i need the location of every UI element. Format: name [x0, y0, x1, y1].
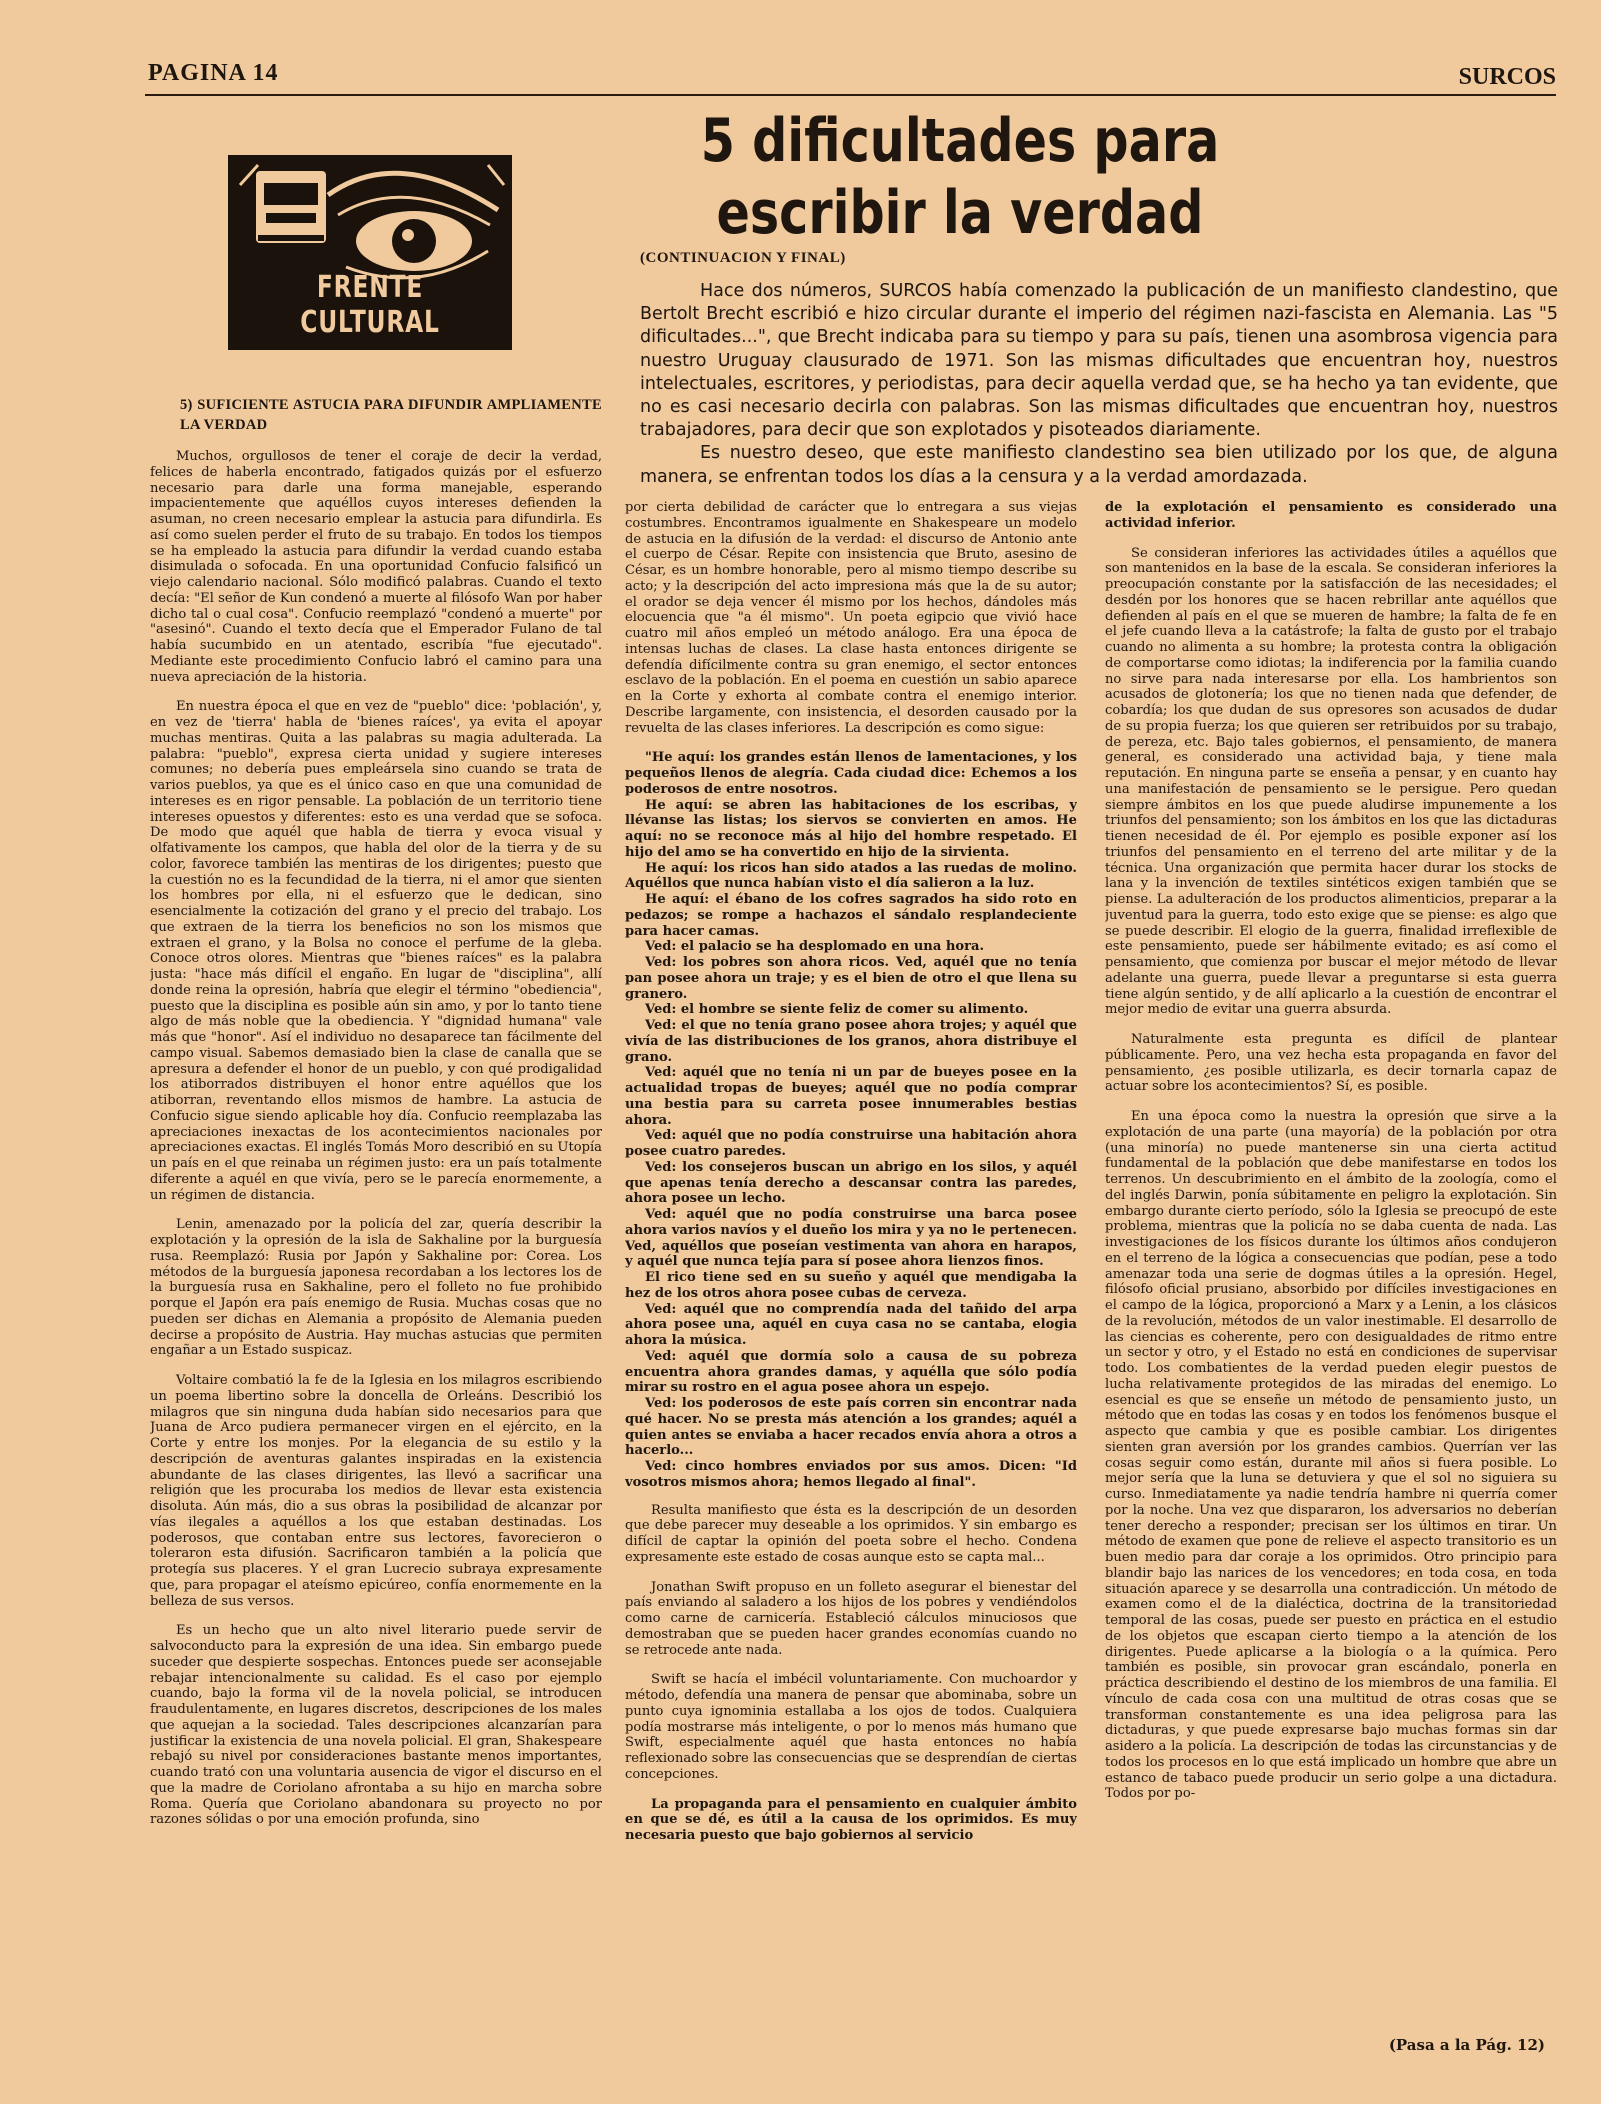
poem-stanza: Ved: aquél que no comprendía nada del tañido del arpa ahora posee una, aquél en cuya casa no se cantaba, elogia ahora la música. — [625, 1301, 1077, 1348]
poem-stanza: Ved: los consejeros buscan un abrigo en los silos, y aquél que apenas tenía derecho a descansar contra las paredes, ahora posee un lecho. — [625, 1159, 1077, 1207]
poem-stanza: Ved: los poderosos de este país corren sin encontrar nada qué hacer. No se presta más atención a los grandes; aquél a quien antes se enviaba a hacer recados envía ahora a otros a hacerlo... — [625, 1396, 1077, 1459]
poem-stanza: Ved: los pobres son ahora ricos. Ved, aquél que no tenía pan posee ahora un traje; y es el bien de otro el que llena su granero. — [625, 955, 1077, 1002]
poem-stanza: El rico tiene sed en su sueño y aquél que mendigaba la hez de los otros ahora posee cubas de cerveza. — [625, 1270, 1077, 1301]
header-rule — [145, 94, 1556, 96]
poem-stanza: Ved: cinco hombres enviados por sus amos. Dicen: "Id vosotros mismos ahora; hemos llegado al final". — [625, 1459, 1077, 1490]
logo-label: FRENTE CULTURAL — [300, 270, 440, 340]
poem-stanza: Ved: el palacio se ha desplomado en una hora. — [645, 939, 985, 955]
headline: 5 dificultades para escribir la verdad — [700, 106, 1220, 248]
poem-stanza: Ved: aquél que no tenía ni un par de bueyes posee en la actualidad tropas de bueyes; aquél que no podía comprar una bestia para su carreta posee innumerables bestias ahora. — [625, 1065, 1077, 1128]
column-2 — [625, 500, 1077, 2055]
body-paragraph: Swift se hacía el imbécil voluntariamente. Con muchoardor y método, defendía una manera de pensar que abominaba, sobre un punto cuya ignominia estallaba a los ojos de todos. Cualquiera podía mostrarse más inteligente, o por lo menos más humano que Swift, especialmente aquél que hasta entonces no había reflexionado sobre las consecuencias que se desprendían de ciertas concepciones. — [625, 1672, 1077, 1782]
poem-stanza: He aquí: los ricos han sido atados a las ruedas de molino. Aquéllos que nunca habían visto el día salieron a la luz. — [625, 860, 1077, 892]
section-heading: 5) SUFICIENTE ASTUCIA PARA DIFUNDIR AMPLIAMENTE LA VERDAD — [180, 397, 602, 433]
poem-stanza: He aquí: se abren las habitaciones de los escribas, y llévanse las listas; los siervos se convierten en amos. He aquí: no se reconoce más al hijo del hombre respetado. El hijo del amo se ha convertido en hijo de la sirvienta. — [625, 797, 1077, 860]
poem-stanza: "He aquí: los grandes están llenos de lamentaciones, y los pequeños llenos de alegría. Cada ciudad dice: Echemos a los poderosos de entre nosotros. — [625, 750, 1077, 797]
body-paragraph: Es un hecho que un alto nivel literario puede servir de salvoconducto para la expresión de una idea. Sin embargo puede suceder que despierte sospechas. Entonces puede ser aconsejable rebajar intencionalmente su calidad. Es el caso por ejemplo cuando, bajo la forma vil de la novela policial, se introducen fraudulentamente, en lugares discretos, descripciones de los males que aquejan a la sociedad. Tales descripciones alcanzarían para justificar la existencia de una novela policial. El gran, Shakespeare rebajó su nivel por consideraciones bastante menos importantes, cuando trató con una voluntaria ausencia de vigor el discurso en el que la madre de Coriolano afrontaba a su hijo en marcha sobre Roma. Quería que Coriolano abandonara su proyecto no por razones sólidas o por una emoción profunda, sino — [150, 1623, 602, 1828]
poem-stanza: He aquí: el ébano de los cofres sagrados ha sido roto en pedazos; se rompe a hachazos el sándalo resplandeciente para hacer camas. — [625, 892, 1077, 939]
poem-stanza: Ved: aquél que no podía construirse una habitación ahora posee cuatro paredes. — [625, 1128, 1077, 1159]
poem-stanza: Ved: el que no tenía grano posee ahora trojes; y aquél que vivía de las distribuciones de los granos, ahora distribuye el grano. — [625, 1018, 1077, 1065]
body-paragraph: En nuestra época el que en vez de "pueblo" dice: 'población', y, en vez de 'tierra' habla de 'bienes raíces', ya evita el apoyar muchas mentiras. Quita a las palabras su magia adulterada. La palabra: "pueblo", expresa cierta unidad y sugiere intereses comunes; no debería pues empleársela sino cuando se trata de varios pueblos, ya que es el único caso en que una comunidad de intereses es en rigor pensable. La población de un territorio tiene intereses opuestos y diferentes: esto es una verdad que se sofoca. De modo que aquél que habla de tierra y evoca visual y olfativamente los campos, que habla del olor de la tierra y de su color, favorece también las mentiras de los dirigentes; puesto que la cuestión no es la fecundidad de la tierra, ni el amor que sienten los hombres por ella, ni el esfuerzo que le dedican, sino esencialmente la cotización del grano y el precio del trabajo. Los que extraen de la tierra los beneficios no son los mismos que extraen el grano, y la Bolsa no conoce el perfume de la gleba. Conoce otros olores. Mientras que "bienes raíces" es la palabra justa: "hace más difícil el engaño. En lugar de "disciplina", allí donde reina la opresión, habría que elegir el término "obediencia", puesto que la disciplina es posible aún sin amo, y por lo tanto tiene algo de más noble que la obediencia. Y "dignidad humana" vale más que "honor". Así el individuo no desaparece tan fácilmente del campo visual. Sabemos demasiado bien la clase de canalla que se apresura a defender el honor de un pueblo, y con qué prodigalidad los atiborrados distribuyen el honor entre aquéllos que los atiborran, reventando ellos mismos de hambre. La astucia de Confucio sigue siendo aplicable hoy día. Confucio reemplazaba las apreciaciones inexactas de los acontecimientos nacionales por apreciaciones exactas. El inglés Tomás Moro describió en su Utopía un país en el que reinaba un régimen justo: era un país totalmente diferente a aquél en que vivía, pero se le parecía enormemente, a un régimen de distancia. — [150, 699, 602, 1203]
subheadline: (CONTINUACION Y FINAL) — [640, 250, 846, 266]
body-paragraph: Muchos, orgullosos de tener el coraje de decir la verdad, felices de haberla encontrado, fatigados quizás por el esfuerzo necesario para darle una forma manejable, esperando impacientemente que aquéllos cuyos intereses defienden la asuman, no creen necesario emplear la astucia para difundirla. Es así como suelen perder el fruto de su trabajo. En todos los tiempos se ha empleado la astucia para difundir la verdad cuando estaba disimulada o sofocada. En una oportunidad Confucio falsificó un viejo calendario nacional. Sólo modificó palabras. Cuando el texto decía: "El señor de Kun condenó a muerte al filósofo Wan por haber dicho tal o cual cosa". Confucio reemplazó "condenó a muerte" por "asesinó". Cuando el texto decía que el Emperador Fulano de tal había sucumbido en un atentado, escribía "fue ejecutado". Mediante este procedimiento Confucio labró el camino para una nueva apreciación de la historia. — [150, 449, 602, 685]
body-paragraph: En una época como la nuestra la opresión que sirve a la explotación de una parte (una mayoría) de la población por otra (una minoría) no puede mantenerse sin una cierta actitud fundamental de la población que debe manifestarse en todos los terrenos. Un descubrimiento en el ámbito de la zoología, como el del inglés Darwin, ponía súbitamente en peligro la explotación. Sin embargo durante cierto período, sólo la Iglesia se preocupó de este problema, mientras que la policía no se daba cuenta de nada. Las investigaciones de los físicos durante los últimos años condujeron en el terreno de la lógica a consecuencias que podían, pese a todo amenazar toda una serie de dogmas útiles a la opresión. Hegel, filósofo oficial prusiano, absorbido por difíciles investigaciones en el campo de la lógica, proporcionó a Marx y a Lenin, a los clásicos de la revolución, métodos de un valor inestimable. El desarrollo de las ciencias es coherente, pero con desigualdades de ritmo entre un sector y otro, y el Estado no está en condiciones de supervisar todo. Los combatientes de la verdad pueden elegir puestos de lucha relativamente protegidos de las miradas del enemigo. Lo esencial es que se enseñe un método de pensamiento justo, un método que en todas las cosas y en todos los fenómenos busque el aspecto que cambia y que es posible cambiar. Los dirigentes sienten gran aversión por los grandes cambios. Querrían ver las cosas seguir como están, durante mil años si fuera posible. Lo mejor sería que la luna se detuviera y que el sol no siguiera su curso. Inmediatamente ya nadie tendría hambre ni querría comer por la noche. Una vez que dispararon, los adversarios no deberían tener derecho a responder; precisan ser los últimos en tirar. Un método de examen que pone de relieve el aspecto transitorio es un buen medio para dar coraje a los oprimidos. Otro principio para blandir bajo las narices de los vencedores; en toda cosa, en toda situación aparece y se desarrolla una contradicción. Un método de examen como el de la dialéctica, doctrina de la transitoriedad temporal de las cosas, puede ser puesto en práctica en el estudio de los objetos que escapan cierto tiempo a la atención de los dirigentes. Puede aplicarse a la biología o a la química. Pero también es posible, sin provocar gran escándalo, ponerla en práctica describiendo el destino de los miembros de una familia. El vínculo de cada cosa con una multitud de otras cosas que se transforman constantemente es una idea peligrosa para las dictaduras, y que puede expresarse bajo muchas formas sin dar asidero a la policía. La descripción de todas las circunstancias y de todos los procesos en lo que está implicado un hombre que abre un estanco de tabaco puede producir un serio golpe a una dictadura. Todos por po- — [1105, 1109, 1557, 1802]
body-paragraph: Resulta manifiesto que ésta es la descripción de un desorden que debe parecer muy deseable a los oprimidos. Y sin embargo es difícil de captar la opinión del poeta sobre el hecho. Condena expresamente este estado de cosas aunque esto se capta mal... — [625, 1502, 1077, 1565]
poem-stanza: Ved: el hombre se siente feliz de comer su alimento. — [645, 1002, 1029, 1018]
intro-paragraph: Hace dos números, SURCOS había comenzado la publicación de un manifiesto clandestino, que Bertolt Brecht escribió e hizo circular durante el imperio del régimen nazi-fascista en Alemania. Las "5 dificultades...", que Brecht indicaba para su tiempo y para su país, tienen una asombrosa vigencia para nuestro Uruguay clausurado de 1971. Son las mismas dificultades que encuentran hoy, nuestros intelectuales, escritores, y periodistas, para decir aquella verdad que, se ha hecho ya tan evidente, que no es casi necesario decirla con palabras. Son las mismas dificultades que encuentran hoy, nuestros trabajadores, para decir que son explotados y pisoteados diariamente. — [640, 281, 1558, 441]
poem-stanza: Ved: aquél que no podía construirse una barca posee ahora varios navíos y el dueño los mira y ya no le pertenecen. Ved, aquéllos que poseían vestimenta van ahora en harapos, y aquél que nunca tejía para sí posee ahora lienzos finos. — [625, 1207, 1077, 1270]
column-1 — [150, 395, 602, 2055]
poem-stanza: Ved: aquél que dormía solo a causa de su pobreza encuentra ahora grandes damas, y aquélla que sólo podía mirar su rostro en el agua posee ahora un espejo. — [625, 1348, 1077, 1396]
intro-block — [640, 280, 1558, 489]
body-paragraph: La propaganda para el pensamiento en cualquier ámbito en que se dé, es útil a la causa de los oprimidos. Es muy necesaria puesto que bajo gobiernos al servicio — [625, 1796, 1077, 1843]
column-3 — [1105, 500, 1557, 2035]
frente-cultural-logo — [228, 155, 512, 350]
body-paragraph: Naturalmente esta pregunta es difícil de plantear públicamente. Pero, una vez hecha esta propaganda en favor del pensamiento, ¿es posible utilizarla, es decir tornarla capaz de actuar sobre los acontecimientos? Sí, es posible. — [1105, 1032, 1557, 1095]
publication-name: SURCOS — [1458, 64, 1556, 90]
body-paragraph: Lenin, amenazado por la policía del zar, quería describir la explotación y la opresión de la isla de Sakhaline por la burguesía rusa. Reemplazó: Rusia por Japón y Sakhaline por: Corea. Los métodos de la burguesía japonesa recordaban a los lectores los de la burguesía rusa en Sakhaline, pero el folleto no fue prohibido porque el Japón era país enemigo de Rusia. Muchas cosas que no pueden ser dichas en Alemania a propósito de Alemania pueden decirse a propósito de Austria. Hay muchas astucias que permiten engañar a un Estado suspicaz. — [150, 1217, 602, 1359]
continued-note: (Pasa a la Pág. 12) — [1388, 2036, 1545, 2054]
page-number: PAGINA 14 — [148, 60, 279, 86]
body-paragraph: por cierta debilidad de carácter que lo entregara a sus viejas costumbres. Encontramos igualmente en Shakespeare un modelo de astucia en la difusión de la verdad: el discurso de Antonio ante el cuerpo de César. Repite con insistencia que Bruto, asesino de César, es un hombre honorable, pero al mismo tiempo describe su acto; y la descripción del acto impresiona más que la de su autor; el orador se deja vencer él mismo por los hechos, dándoles más elocuencia que "a él mismo". Un poeta egipcio que vivió hace cuatro mil años empleó un método análogo. Era una época de intensas luchas de clases. La clase hasta entonces dirigente se defendía difícilmente contra su gran enemigo, el sector entonces esclavo de la población. En el poema en cuestión un sabio aparece en la Corte y exhorta al combate contra el enemigo interior. Describe largamente, con insistencia, el desorden causado por la revuelta de las clases inferiores. La descripción es como sigue: — [625, 500, 1077, 736]
body-paragraph: Voltaire combatió la fe de la Iglesia en los milagros escribiendo un poema libertino sobre la doncella de Orleáns. Describió los milagros que sin ninguna duda habían sido necesarios para que Juana de Arco pudiera permanecer virgen en el ejército, en la Corte y entre los monjes. Por la elegancia de su estilo y la descripción de aventuras galantes inspiradas en la existencia abundante de las clases dirigentes, las llevó a sacrificar una religión que les procuraba los medios de llevar esta existencia disoluta. Aún más, dio a sus obras la posibilidad de alcanzar por vías ilegales a aquéllos a los que estaban destinadas. Los poderosos, que contaban entre sus lectores, favorecieron o toleraron esta difusión. Sacrificaron también a la policía que protegía sus placeres. Y el gran Lucrecio subraya expresamente que, para propagar el ateísmo epicúreo, confía enormemente en la belleza de sus versos. — [150, 1373, 602, 1609]
poem-block — [625, 750, 1077, 1490]
intro-paragraph: Es nuestro deseo, que este manifiesto clandestino sea bien utilizado por los que, de alguna manera, se enfrentan todos los días a la censura y a la verdad amordazada. — [640, 443, 1558, 487]
body-paragraph: Jonathan Swift propuso en un folleto asegurar el bienestar del país enviando al saladero a los hijos de los pobres y vendiéndolos como carne de carnicería. Estableció cálculos minuciosos que demostraban que se pueden hacer grandes economías cuando no se retrocede ante nada. — [625, 1579, 1077, 1658]
body-paragraph: Se consideran inferiores las actividades útiles a aquéllos que son mantenidos en la base de la escala. Se consideran inferiores la preocupación constante por la satisfacción de las necesidades; el desdén por los honores que se hacen rebrillar ante aquéllos que defienden al país en el que se mueren de hambre; la falta de fe en el jefe cuando lleva a la catástrofe; la falta de gusto por el trabajo cuando no alimenta a su hombre; la protesta contra la obligación de comportarse como idiotas; la indiferencia por la familia cuando no sirve para nada interesarse por ella. Los hambrientos son acusados de glotonería; los que no tienen nada que defender, de cobardía; los que dudan de sus opresores son acusados de dudar de su propia fuerza; los que quieren ser retribuidos por su trabajo, de pereza, etc. Bajo tales gobiernos, el pensamiento, de manera general, es considerado una actividad baja, y tiene mala reputación. En ninguna parte se enseña a pensar, y en cuanto hay una manifestación de pensamiento se le persigue. Pero quedan siempre ámbitos en los que puede aludirse impunemente a los triunfos del pensamiento; son los ámbitos en los que las dictaduras tienen necesidad de él. Por ejemplo es posible exponer así los triunfos del pensamiento en el terreno del arte militar y de la técnica. Una organización que permita hacer durar los stocks de lana y la invención de textiles sintéticos exigen también que se piense. La adulteración de los productos alimenticios, preparar a la juventud para la guerra, todo esto exige que se piense: es algo que se puede describir. El elogio de la guerra, finalidad irreflexible de este pensamiento, puede ser hábilmente evitado; es así como el pensamiento, que comienza por buscar el mejor método de llevar adelante una guerra, puede llevar a preguntarse si esta guerra tiene algún sentido, y de allí aplicarlo a la cuestión de encontrar el mejor medio de evitar una guerra absurda. — [1105, 545, 1557, 1018]
body-paragraph: de la explotación el pensamiento es considerado una actividad inferior. — [1105, 500, 1557, 531]
